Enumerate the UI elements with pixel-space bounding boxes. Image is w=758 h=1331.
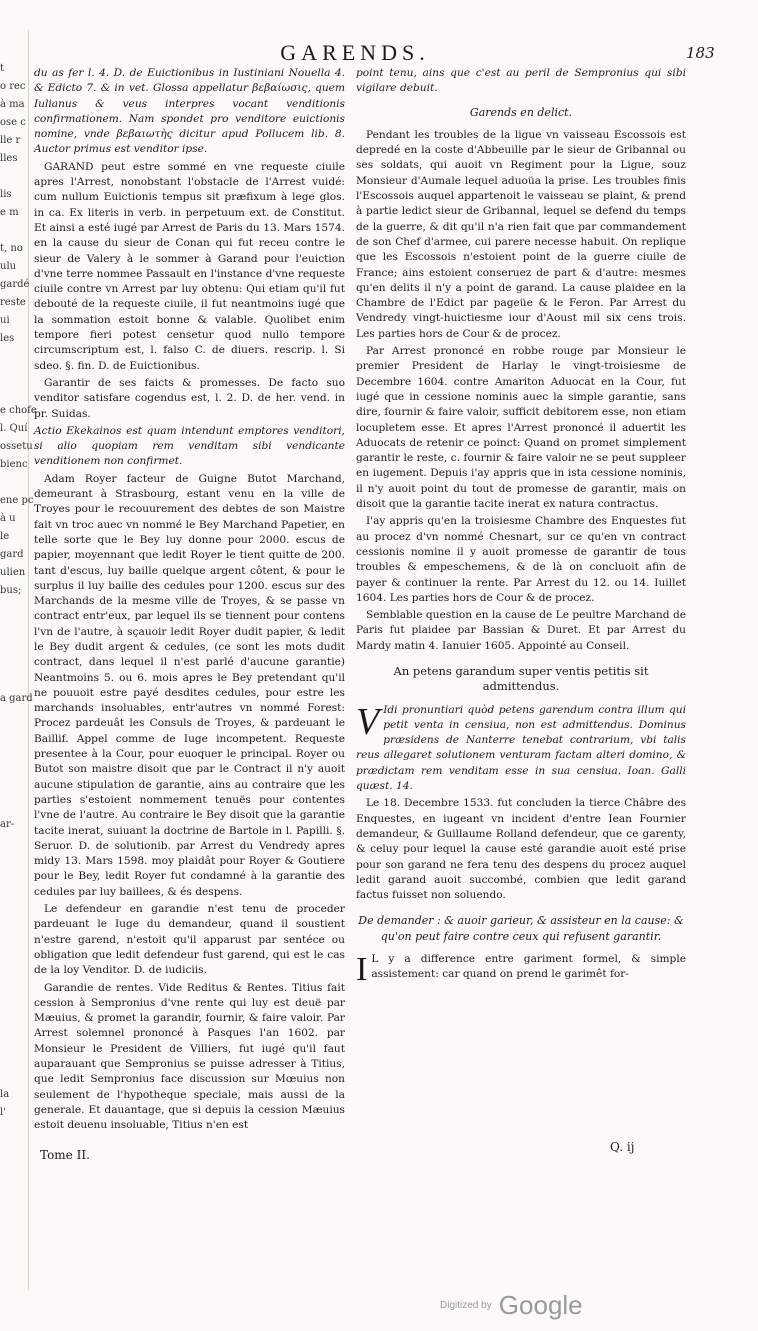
paragraph-vidi	[356, 700, 686, 795]
right-paragraph: Semblable question en la cause de Le peultre Marchand de Paris fut plaidee par Bassian & Duret. Et par Arrest du Mardy matin 4. Ianuier 1605. Appointé au Conseil.	[356, 609, 686, 652]
margin-fragment: lles	[0, 153, 18, 164]
digitized-by-text: Digitized by	[440, 1300, 492, 1311]
margin-fragment: ose c	[0, 117, 26, 128]
margin-fragment	[0, 744, 30, 762]
margin-fragment: e chofe	[0, 405, 37, 416]
margin-fragment	[0, 672, 30, 690]
margin-fragment: ossetu	[0, 441, 33, 452]
signature-mark: Q. ij	[610, 1140, 635, 1154]
running-head: GARENDS.	[280, 40, 430, 65]
margin-fragment: l. Quí	[0, 423, 28, 434]
paragraph-vidi-text: Idi pronuntiari quòd petens garendum contra illum qui petit venta in censiua, non est admittendus. Dominus præsidens de Nanterre tenebat contrarium, vbi talis reus allegaret solutionem venturam factam alteri domino, & prædictam rem venditam esse in sua censiua. Ioan. Galli quæst. 14.	[356, 703, 686, 793]
margin-fragment	[0, 1068, 30, 1086]
google-watermark	[440, 1290, 583, 1321]
margin-fragment	[0, 1032, 30, 1050]
margin-fragment: gardé	[0, 279, 30, 290]
section-heading-garends-delict: Garends en delict.	[469, 105, 573, 119]
dropcap-i: I	[356, 951, 368, 989]
margin-fragment	[0, 942, 30, 960]
margin-fragment: lis	[0, 189, 12, 200]
paragraph-1533: Le 18. Decembre 1533. fut concluden la tierce Châbre des Enquestes, en iugeant vn incident d'entre Iean Fournier demandeur, & Guillaume Rolland defendeur, que ce garenty, & celuy pour lequel la cause esté garandie auoit esté prise pour son garand ne fera tenu des despens du procez auquel ledit garand auoit succombé, combien que ledit garand factus fuisset non soluendo.	[356, 797, 686, 902]
margin-fragment	[0, 834, 30, 852]
right-column	[356, 66, 686, 989]
margin-fragment: ulien	[0, 567, 26, 578]
section-heading-petens: An petens garandum super ventis petitis sit admittendus.	[393, 663, 649, 694]
margin-fragment	[0, 870, 30, 888]
margin-fragment	[0, 960, 30, 978]
margin-fragment	[0, 888, 30, 906]
margin-fragment: à u	[0, 513, 16, 524]
margin-fragment	[0, 474, 30, 492]
left-paragraph: Actio Ekekainos est quam intendunt emptores venditori, si alio quopiam rem venditam sibi vendicante venditionem non confirmet.	[34, 424, 345, 468]
margin-fragment	[0, 708, 30, 726]
margin-fragment	[0, 906, 30, 924]
margin-fragment	[0, 726, 30, 744]
margin-fragment: t, no	[0, 243, 23, 254]
right-paragraph: Pendant les troubles de la ligue vn vaisseau Escossois est depredé en la coste d'Abbeuille par le sieur de Gribannal ou ses soldats, qui auoit vn Regiment pour la Ligue, souz Monsieur d'Aumale lequel aduoüa la prise. Les troubles finis l'Escossois auquel appartenoit le vaisseau se plaint, & prend à partie ledict sieur de Gribannal, lequel se defend du temps de la guerre, & dit qu'il n'a rien fait que par commandement de son Chef d'armee, cui parere necesse habuit. On replique que les Escossois n'estoient point de la guerre ciuile de France; ains estoient conseruez de part & d'autre: mesmes qu'en delits il n'y a point de garand. La cause plaidee en la Chambre de l'Edict par pageüe & le Feron. Par Arrest du Vendredy vingt-huictiesme iour d'Aoust mil six cens trois. Les parties hors de Cour & de procez.	[356, 128, 686, 340]
left-paragraph: Le defendeur en garandie n'est tenu de proceder pardeuant le Iuge du demandeur, quand il soustient n'estre garend, n'estoit qu'il apparust par sentéce ou obligation que ledit defendeur fust garend, qui est le cas de la loy Venditor. D. de iudiciis.	[34, 903, 345, 977]
margin-fragment	[0, 168, 30, 186]
margin-fragment	[0, 600, 30, 618]
margin-fragment: lle r	[0, 135, 21, 146]
left-paragraph: du as fer l. 4. D. de Euictionibus in Iustiniani Nouella 4. & Edicto 7. & in vet. Glossa appellatur βεβαίωσις, quem Iulianus & veus interpres vocant venditionis confirmationem. Nam spondet pro venditore euictionis nomine, vnde βεβαιωτὴς dicitur apud Pollucem lib. 8. Auctor primus est venditor ipse.	[34, 67, 345, 156]
margin-fragment: les	[0, 333, 15, 344]
margin-fragment	[0, 366, 30, 384]
margin-fragment	[0, 348, 30, 366]
margin-fragment: la	[0, 1089, 10, 1100]
margin-fragment: ar-	[0, 819, 15, 830]
volume-label: Tome II.	[40, 1148, 90, 1162]
margin-fragment	[0, 618, 30, 636]
margin-fragment: o rec	[0, 81, 26, 92]
left-column	[34, 66, 345, 1135]
margin-fragment: ulu	[0, 261, 17, 272]
left-paragraph: GARAND peut estre sommé en vne requeste ciuile apres l'Arrest, nonobstant l'obstacle de l'Arrest vuidé: cum nullum Euictionis tempus sit præfixum à lege glos. in ca. Ex literis in verb. in perpetuum ext. de Constitut. Et ainsi a esté iugé par Arrest de Paris du 13. Mars 1574. en la cause du sieur de Conan qui fut receu contre le sieur de Valery à le sommer à Garand pour l'euiction d'vne terre nommee Passault en l'instance d'vne requeste ciuile contre vn Arrest par luy obtenu: Qui etiam qu'il fut debouté de la requeste ciuile, il fut neantmoins iugé que la sommation estoit bonne & valable. Quolibet enim tempore fieri potest censetur quod nullo tempore circumscriptum est, l. falso C. de diuers. rescrip. l. Si sdeo. §. fin. D. de Euictionibus.	[34, 160, 345, 372]
margin-fragment: ene pc	[0, 495, 34, 506]
margin-fragment	[0, 654, 30, 672]
page-number: 183	[686, 44, 715, 62]
margin-fragment	[0, 1014, 30, 1032]
margin-fragment	[0, 222, 30, 240]
margin-fragment	[0, 636, 30, 654]
margin-fragment: bus;	[0, 585, 22, 596]
margin-fragment: bienc	[0, 459, 28, 470]
margin-fragment: l'	[0, 1107, 6, 1118]
left-paragraph: Garandie de rentes. Vide Reditus & Rentes. Titius fait cession à Sempronius d'vne rente qui luy est deuë par Mæuius, & promet la garandir, fournir, & faire valoir. Par Arrest solemnel prononcé à Pasques l'an 1602. par Monsieur le President de Villiers, fut iugé qu'il faut auparauant que Sempronius se puisse adresser à Titius, que ledit Sempronius face discussion sur Mœuius non seulement de l'hypotheque speciale, mais aussi de la generale. Et dauantage, que si depuis la cession Mæuius estoit deuenu insoluable, Titius n'en est	[34, 981, 345, 1132]
margin-fragment	[0, 978, 30, 996]
margin-fragment: à ma	[0, 99, 25, 110]
margin-fragment	[0, 924, 30, 942]
margin-fragment: e m	[0, 207, 19, 218]
left-paragraph: Adam Royer facteur de Guigne Butot Marchand, demeurant à Strasbourg, estant venu en la ville de Troyes pour le recouurement des debtes de son Maistre fait vn troc auec vn nommé le Bey Marchand Papetier, en telle sorte que le Bey luy donne pour 2000. escus de papier, moyennant que ledit Royer le tient quitte de 200. tant d'escus, luy baille quelque argent côtent, & pour le surplus il luy baille des cedules pour 1200. escus sur des Marchands de la mesme ville de Troyes, & se passe vn contract entr'eux, par lequel ils se tiennent pour contens l'vn de l'autre, à sçauoir ledit Royer dudit papier, & ledit le Bey dudit argent & cedules, (ce sont les mots dudit contract, dans lequel il n'est parlé d'aucune garantie) Neantmoins 5. ou 6. mois apres le Bey pretendant qu'il ne pouuoit estre payé desdites cedules, pour estre les marchands insoluables, entr'autres vn nommé Forest: Procez pardeuât les Consuls de Troyes, & pardeuant le Baillif. Appel comme de Iuge incompetent. Requeste presentee à la Cour, pour euoquer le principal. Royer ou Butot son maistre disoit que par le Contract il n'y auoit aucune stipulation de garantie, ains au contraire que les parties s'estoient nommement tenuës pour contentes l'vne de l'autre. Au contraire le Bey disoit que la garantie tacite inerat, suiuant la doctrine de Bartole in l. Papilli. §. Seruor. D. de solutionib. par Arrest du Vendredy apres midy 13. Mars 1598. moy plaidât pour Royer & Goutiere pour le Bey, ledit Royer fut condamné à la garantie des cedules par luy baillees, & és despens.	[34, 472, 345, 898]
margin-fragment	[0, 384, 30, 402]
section-heading-demander: De demander : & auoir garieur, & assisteur en la cause: & qu'on peut faire contre ceux qui refusent garantir.	[358, 914, 684, 943]
right-paragraph: I'ay appris qu'en la troisiesme Chambre des Enquestes fut au procez d'vn nommé Chesnart, sur ce qu'en vn contract cessionis nomine il y auoit promesse de garantir de tous troubles & empeschemens, & de là on concluoit afin de payer & continuer la rente. Par Arrest du 12. ou 14. Iuillet 1604. Les parties hors de Cour & de procez.	[356, 515, 686, 604]
margin-fragment	[0, 1050, 30, 1068]
margin-fragment: ui	[0, 315, 10, 326]
dropcap-v: V	[356, 700, 380, 743]
paragraph-difference-text: L y a difference entre gariment formel, & simple assistement: car quand on prend le garimêt for-	[371, 953, 686, 981]
right-paragraph: Par Arrest prononcé en robbe rouge par Monsieur le premier President de Harlay le vingt-troisiesme de Decembre 1604. contre Amariton Aduocat en la Cour, fut iugé que in cessione nominis auec la simple garantie, sans dire, fournir & faire valoir, sufficit debitorem esse, non etiam locupletem esse. Et apres l'Arrest prononcé il aduertit les Aduocats de retenir ce poinct: Quand on promet simplement garantir le reste, c. fournir & faire valoir ne se peut suppleer en iugement. Depuis i'ay appris que in ista cessione nominis, il n'y auoit point du tout de promesse de garantir, mais on disoit que la garantie tacite inerat ex natura contractus.	[356, 345, 686, 511]
margin-fragment: le	[0, 531, 10, 542]
margin-fragment	[0, 780, 30, 798]
margin-fragment	[0, 798, 30, 816]
margin-fragment: t	[0, 63, 5, 74]
margin-fragment	[0, 996, 30, 1014]
margin-fragment	[0, 762, 30, 780]
margin-fragment: a gard	[0, 693, 33, 704]
right-paragraphs	[356, 128, 686, 654]
right-intro: point tenu, ains que c'est au peril de Sempronius qui sibi vigilare debuit.	[356, 67, 686, 95]
left-paragraph: Garantir de ses faicts & promesses. De facto suo venditor satisfare cogendus est, l. 2. D. de her. vend. in pr. Suidas.	[34, 376, 345, 420]
paragraph-difference	[356, 951, 686, 989]
margin-fragment: reste	[0, 297, 26, 308]
google-logo: Google	[498, 1290, 583, 1320]
margin-fragment: gard	[0, 549, 24, 560]
adjacent-page-fragments	[0, 60, 37, 1122]
margin-fragment	[0, 852, 30, 870]
